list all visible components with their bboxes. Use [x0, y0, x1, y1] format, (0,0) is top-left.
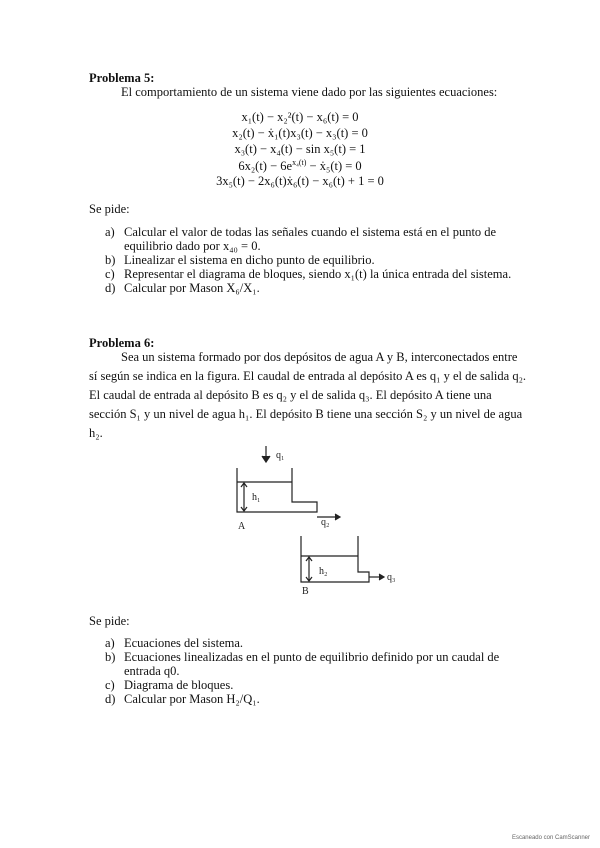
p6-item-a-text: Ecuaciones del sistema.: [124, 636, 244, 650]
tanks-figure: [225, 440, 395, 600]
problem-5-se-pide: Se pide:: [89, 202, 130, 216]
equation-2: x₂(t) − ẋ₁(t)x₃(t) − x₃(t) = 0: [232, 126, 368, 140]
p5-item-a-cont-text: equilibrio dado por x₄₀ = 0.: [124, 239, 261, 253]
equation-4-exponent: x₄(t): [292, 158, 307, 167]
h1-label: h₁: [252, 492, 261, 503]
q2-arrowhead: [335, 514, 340, 520]
p6-item-c-marker: c): [105, 678, 115, 692]
problem-6-se-pide: Se pide:: [89, 614, 130, 628]
tank-a-outline: [237, 468, 317, 512]
p6-item-a-marker: a): [105, 636, 115, 650]
p5-item-d-text: Calcular por Mason X₆/X₁.: [124, 281, 260, 295]
q2-label: q₂: [321, 517, 330, 528]
problem-6-title: Problema 6:: [89, 336, 155, 350]
problem-6-line-4: sección S₁ y un nivel de agua h₁. El depósito B tiene una sección S₂ y un nivel de agua: [89, 407, 523, 421]
p6-item-b-text: Ecuaciones linealizadas en el punto de equilibrio definido por un caudal de: [124, 650, 500, 664]
problem-6-line-5: h₂.: [89, 426, 103, 440]
p5-item-c-marker: c): [105, 267, 115, 281]
tank-a-label: A: [238, 521, 246, 532]
p6-item-d-text: Calcular por Mason H₂/Q₁.: [124, 692, 260, 706]
equation-4-main: 6x₂(t) − 6e: [238, 159, 293, 174]
equation-4-tail: − ẋ₅(t) = 0: [306, 159, 362, 174]
p5-item-a-text: Calcular el valor de todas las señales cuando el sistema está en el punto de: [124, 225, 497, 239]
equation-4: [0, 158, 600, 174]
problem-6-line-3: El caudal de entrada al depósito B es q₂ y el de salida q₃. El depósito A tiene una: [89, 388, 492, 402]
scanner-watermark: Escaneado con CamScanner: [511, 835, 590, 841]
q3-label: q₃: [387, 572, 395, 583]
equation-5: 3x₅(t) − 2x₆(t)ẋ₆(t) − x₆(t) + 1 = 0: [216, 174, 384, 188]
p6-item-c-text: Diagrama de bloques.: [124, 678, 234, 692]
equation-1: x₁(t) − x₂²(t) − x₆(t) = 0: [241, 110, 359, 124]
p5-item-b-marker: b): [105, 253, 116, 267]
p5-item-b-text: Linealizar el sistema en dicho punto de equilibrio.: [124, 253, 375, 267]
problem-6-line-2: sí según se indica en la figura. El caudal de entrada al depósito A es q₁ y el de salida q₂.: [89, 369, 527, 383]
p5-item-a-marker: a): [105, 225, 115, 239]
q1-label: q₁: [276, 450, 285, 461]
h2-label: h₂: [319, 566, 328, 577]
problem-5-intro: El comportamiento de un sistema viene dado por las siguientes ecuaciones:: [121, 85, 498, 99]
tank-b-label: B: [302, 586, 309, 597]
p6-item-b-cont-text: entrada q0.: [124, 664, 180, 678]
p5-item-c-text: Representar el diagrama de bloques, siendo x₁(t) la única entrada del sistema.: [124, 267, 512, 281]
q3-arrowhead: [379, 574, 384, 580]
p6-item-b-marker: b): [105, 650, 116, 664]
problem-6-line-1: Sea un sistema formado por dos depósitos de agua A y B, interconectados entre: [121, 350, 518, 364]
p5-item-d-marker: d): [105, 281, 116, 295]
q1-arrowhead: [262, 456, 270, 462]
problem-5-title: Problema 5:: [89, 71, 155, 85]
equation-3: x₃(t) − x₄(t) − sin x₅(t) = 1: [234, 142, 366, 156]
p6-item-d-marker: d): [105, 692, 116, 706]
